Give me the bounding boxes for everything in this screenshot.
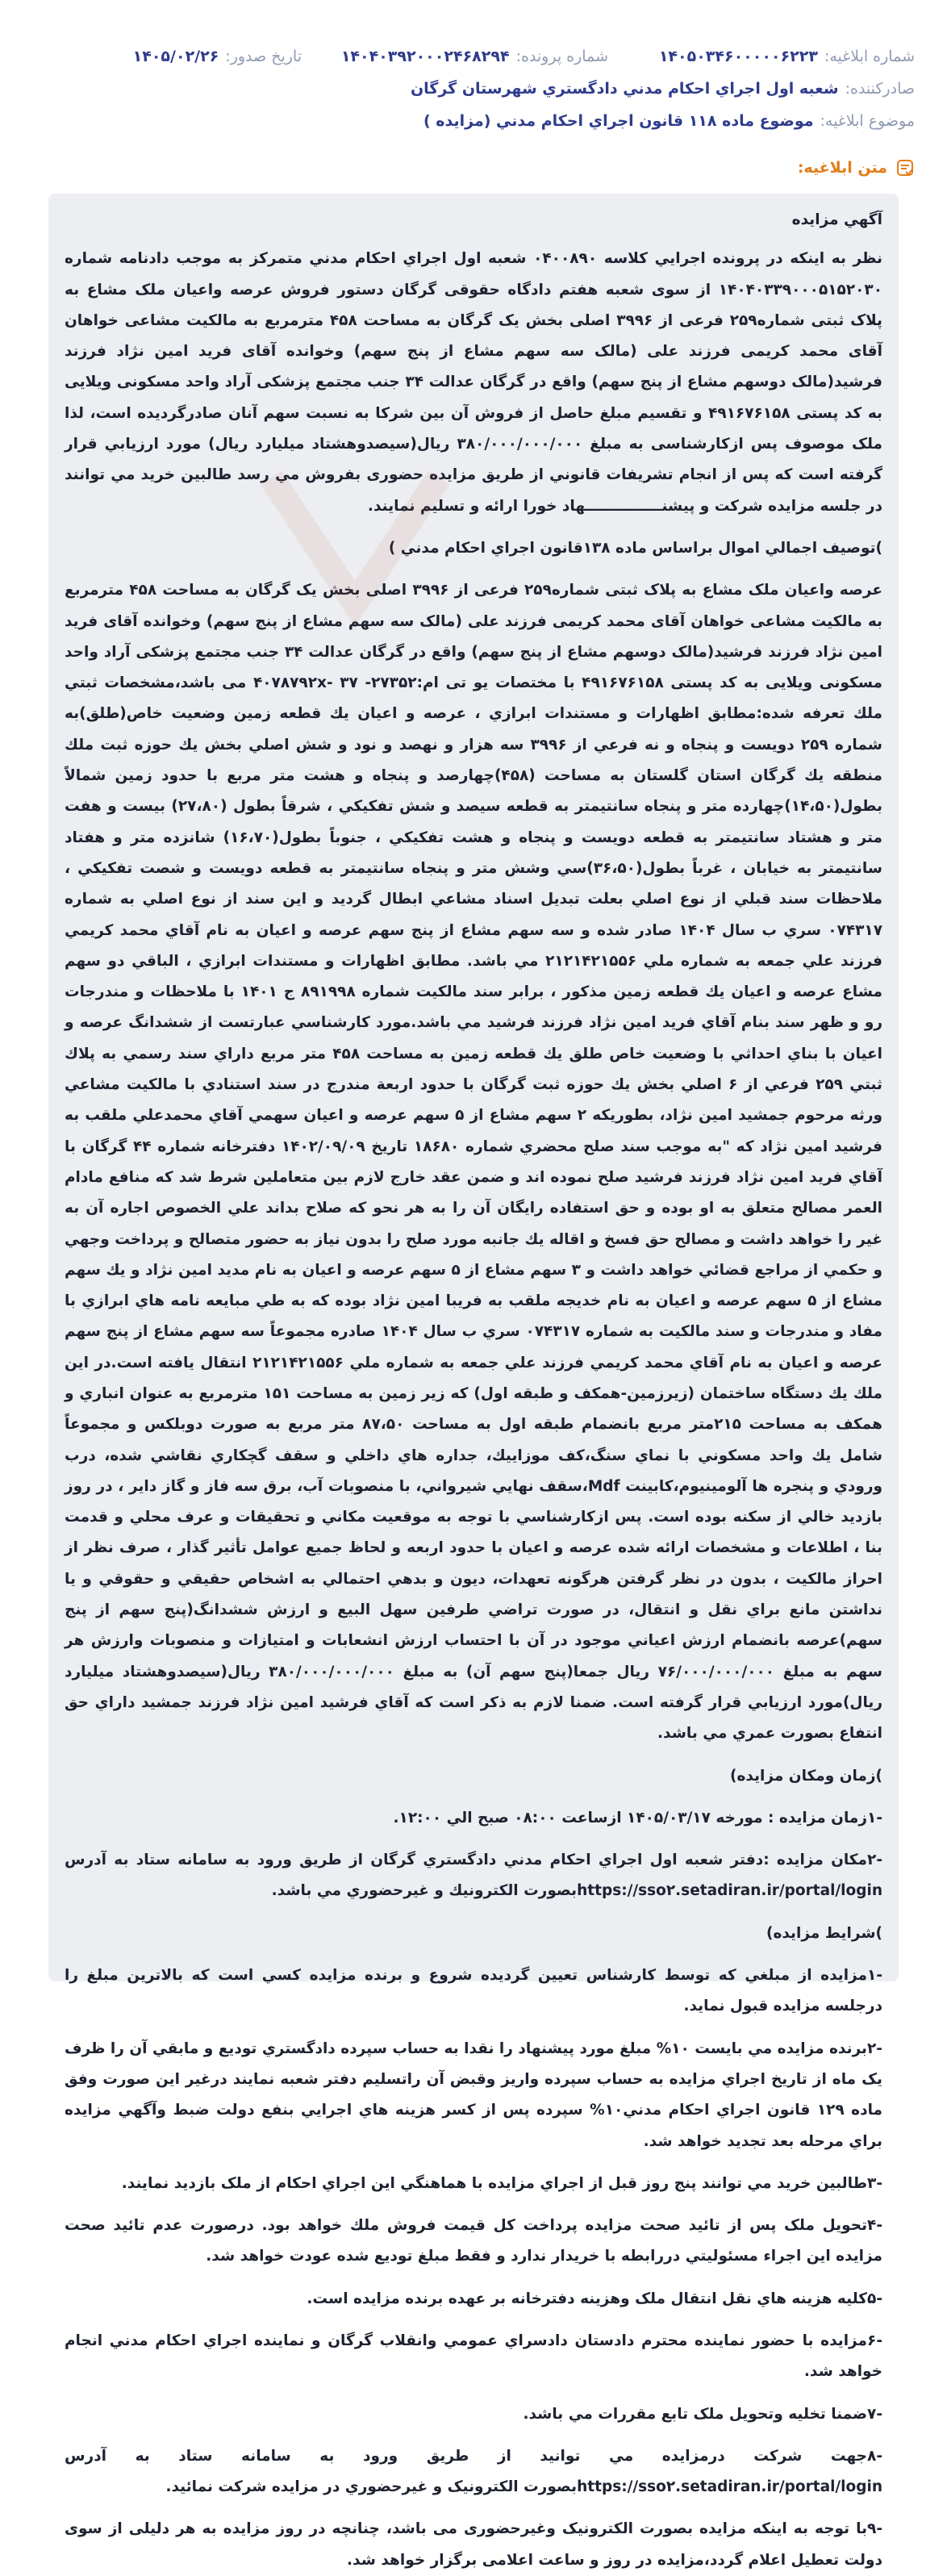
subject-row: موضوع ابلاغيه: موضوع ماده ۱۱۸ قانون اجراي احكام مدني (مزايده ) <box>423 112 915 130</box>
section-heading-time-place: )زمان ومكان مزايده) <box>730 1767 882 1785</box>
condition-item: -۹با توجه به اینكه مزایده بصورت الكترونیک وغیرحضوری می باشد، چنانچه در روز مزایده به هر دلیلی از سوی دولت تعطیل اعلام گردد،مزایده در روز و ساعت اعلامی برگزار خواهد شد. <box>65 2520 882 2569</box>
document-icon <box>895 158 915 177</box>
place-item: -۲مكان مزايده :دفتر شعبه اول اجراي احكام مدني دادگستري گرگان از طريق ورود به سامانه ستاد به آدرس https://sso۲.setadiran.ir/portal/loginبصورت الكترونيك و غيرحضوري مي باشد. <box>65 1852 882 1900</box>
condition-item: -۴تحويل ملک پس از تائيد صحت مزايده پرداخت كل قيمت فروش ملك خواهد بود. درصورت عدم تائيد صحت مزايده اين اجراء مسئوليتي دررابطه با خريدار ندارد و فقط مبلغ توديع شده عودت خواهد شد. <box>65 2217 882 2265</box>
description-paragraph: عرصه واعیان ملک مشاع به پلاک ثبتی شماره۲۵۹ فرعی از ۳۹۹۶ اصلی بخش یک گرگان به مساحت ۴۵۸ مترمربع به مالکیت مشاعی خواهان آقای محمد کریمی فرزند علی (مالک سه سهم مشاع از پنج سهم) وخوانده آقای فرید امین نژاد فرزند فرشید(مالک دوسهم مشاع از پنج سهم) واقع در گرگان عدالت ۳۴ جنب مجتمع پزشکی آراد واحد مسکونی ويلايی به کد پستی ۴۹۱۶۷۶۱۵۸ با مختصات یو تی ام:۲۷۳۵۲- ۴۰۷۸۷۹۲x- ۳۷ می باشد،مشخصات ثبتي ملك تعرفه شده:مطابق اظهارات و مستندات ابرازي ، عرصه و اعيان يك قطعه زمين وضعيت خاص(طلق)به شماره ۲۵۹ دويست و پنجاه و نه فرعي از ۳۹۹۶ سه هزار و نهصد و نود و شش اصلي بخش يك حوزه ثبت ملك منطقه يك گرگان استان گلستان به مساحت (۴۵۸)چهارصد و پنجاه و هشت متر مربع با حدود زمين شمالاً بطول(۱۴،۵۰)چهارده متر و پنجاه سانتيمتر به قطعه سيصد و شش تفكيكي ، شرقاً بطول (۲۷،۸۰) بيست و هفت متر و هشتاد سانتيمتر به قطعه دويست و پنجاه و هشت تفكيكي ، جنوباً بطول(۱۶،۷۰) شانزده متر و هفتاد سانتيمتر به خيابان ، غرباً بطول(۳۶،۵۰)سي وشش متر و پنجاه سانتيمتر به قطعه دويست و شصت تفكيكي ، ملاحظات سند قبلي از نوع اصلي بعلت تبديل اسناد مشاعي ابطال گرديد و اين سند از نوع اصلي به شماره ۰۷۴۳۱۷ سري ب سال ۱۴۰۴ صادر شده و سه سهم مشاع از پنج سهم عرصه و اعيان به نام آقاي محمد كريمي فرزند علي جمعه به شماره ملي ۲۱۲۱۴۲۱۵۵۶ مي باشد. مطابق اظهارات و مستندات ابرازي ، الباقي دو سهم مشاع عرصه و اعيان يك قطعه زمين مذكور ، برابر سند مالكيت شماره ۸۹۱۹۹۸ ج ۱۴۰۱ با ملاحظات و مندرجات رو و ظهر سند بنام آقاي فريد امين نژاد فرزند فرشيد مي باشد.مورد كارشناسي عبارتست از ششدانگ عرصه و اعيان با بناي احداثي با وضعيت خاص طلق يك قطعه زمين به مساحت ۴۵۸ متر مربع داراي سند رسمي به پلاك ثبتي ۲۵۹ فرعي از ۶ اصلي بخش يك حوزه ثبت گرگان با حدود اربعة مندرج در سند استنادي با مالكيت مشاعي ورثه مرحوم جمشيد امين نژاد، بطوريكه ۲ سهم مشاع از ۵ سهم عرصه و اعيان سهمي آقاي محمدعلي ملقب به فرشيد امين نژاد كه "به موجب سند صلح محضري شماره ۱۸۶۸۰ تاريخ ۱۴۰۲/۰۹/۰۹ دفترخانه شماره ۴۴ گرگان با آقاي فريد امين نژاد فرزند فرشيد صلح نموده اند و ضمن عقد خارج لازم بين متعاملين شرط شد كه منافع مادام العمر مصالح متعلق به او بوده و حق استفاده رايگان آن را به هر نحو كه صلاح بداند علي الخصوص اجاره آن به غير را خواهد داشت و مصالح حق فسخ و اقاله يك جانبه مورد صلح را بدون نياز به حضور متصالح و پرداخت وجهي و حكمي از مراجع قضائي خواهد داشت و ۳ سهم مشاع از ۵ سهم عرصه و اعيان به نام مديد امين نژاد و يك سهم مشاع از ۵ سهم عرصه و اعيان به نام خديجه ملقب به فريبا امين نژاد بوده كه به طي مبايعه نامه هاي ابرازي با مفاد و مندرجات و سند مالكيت به شماره ۰۷۴۳۱۷ سري ب سال ۱۴۰۴ صادره مجموعاً سه سهم مشاع از پنج سهم عرصه و اعيان به نام آقاي محمد كريمي فرزند علي جمعه به شماره ملي ۲۱۲۱۴۲۱۵۵۶ انتقال يافته است.در اين ملك يك دستگاه ساختمان (زيرزمين-همكف و طبقه اول) كه زير زمين به مساحت ۱۵۱ مترمربع به عنوان انباري و همكف به مساحت ۲۱۵متر مربع بانضمام طبقه اول به مساحت ۸۷،۵۰ متر مربع به صورت دوبلكس و مجموعاً شامل يك واحد مسكوني با نماي سنگ،كف موزاييك، جداره هاي داخلي و سقف گچكاري نقاشي شده، درب ورودي و پنجره ها آلومينيوم،كابينت Mdf،سقف نهايي شيرواني، با منصوبات آب، برق سه فاز و گاز داير ، در روز بازديد خالي از سكنه بوده است. پس ازكارشناسي با توجه به موقعيت مكاني و تحقيقات و عرف محلي و قدمت بنا ، اطلاعات و مشخصات ارائه شده عرصه و اعيان با حدود اربعه و لحاظ جميع عوامل تأثير گذار ، صرف نظر از احراز مالكيت ، بدون در نظر گرفتن هرگونه تعهدات، ديون و بدهي احتمالي به اشخاص حقيقي و حقوقي و يا نداشتن مانع براي نقل و انتقال، در صورت تراضي طرفين سهل البيع و ارزش ششدانگ(پنج سهم از پنج سهم)عرصه بانضمام ارزش اعياني موجود در آن با احتساب ارزش انشعابات و امتيازات و منصوبات وارزش هر سهم به مبلغ ۷۶/۰۰۰/۰۰۰/۰۰۰ ريال جمعا(پنج سهم آن) به مبلغ ۳۸۰/۰۰۰/۰۰۰/۰۰۰ ريال(سيصدوهشتاد ميليارد ريال)مورد ارزيابي قرار گرفته است. ضمنا لازم به ذكر است كه آقاي فرشيد امين نژاد فرزند جمشيد داراي حق انتفاع بصورت عمري مي باشد. <box>65 582 883 1743</box>
condition-item: -۱مزايده از مبلغي كه توسط كارشناس تعيين گرديده شروع و برنده مزايده كسي است كه بالاترين مبلغ را درجلسه مزايده قبول نمايد. <box>65 1967 882 2015</box>
notice-header <box>32 40 915 137</box>
section-heading-conditions: )شرايط مزايده) <box>766 1924 882 1942</box>
condition-item: -۶مزايده با حضور نماينده محترم دادستان دادسراي عمومي وانقلاب گرگان و نماينده اجراي احكام مدني انجام خواهد شد. <box>65 2332 882 2381</box>
notice-title: آگهي مزايده <box>791 211 882 228</box>
issuer-row: صادرکننده: شعبه اول اجراي احكام مدني دادگستري شهرستان گرگان <box>410 80 915 98</box>
condition-item: -۵كليه هزينه هاي نقل انتقال ملک وهزينه دفترخانه بر عهده برنده مزايده است. <box>307 2290 882 2307</box>
case-number-value: ۱۴۰۴۰۳۹۲۰۰۰۲۴۶۸۲۹۴ <box>340 48 510 65</box>
subject-value: موضوع ماده ۱۱۸ قانون اجراي احكام مدني (مزايده ) <box>423 112 814 130</box>
notice-text-heading: متن ابلاغيه: <box>798 158 915 177</box>
notice-number-value: ۱۴۰۵۰۳۴۶۰۰۰۰۰۶۲۲۳ <box>658 48 818 65</box>
issue-date: تاريخ صدور: ۱۴۰۵/۰۲/۲۶ <box>132 48 302 65</box>
intro-paragraph: نظر به اينكه در پرونده اجرايي كلاسه ۰۴۰۰۸۹۰ شعبه اول اجراي احكام مدني متمركز به موجب دادنامه شماره ۱۴۰۴۰۳۳۹۰۰۰۵۱۵۲۰۳۰ از سوی شعبه هفتم دادگاه حقوقی گرگان دستور فروش عرصه واعیان ملک مشاع به پلاک ثبتی شماره۲۵۹ فرعی از ۳۹۹۶ اصلی بخش یک گرگان به مساحت ۴۵۸ مترمربع به مالکیت مشاعی خواهان آقای محمد کریمی فرزند علی (مالک سه سهم مشاع از پنج سهم) وخوانده آقای فرید امین نژاد فرزند فرشید(مالک دوسهم مشاع از پنج سهم) واقع در گرگان عدالت ۳۴ جنب مجتمع پزشکی آراد واحد مسکونی ويلايی به کد پستی ۴۹۱۶۷۶۱۵۸ و تقسیم مبلغ حاصل از فروش آن بین شرکا به نسبت سهم آنان صادرگردیده است، لذا ملک موصوف پس ازکارشناسی به مبلغ ۳۸۰/۰۰۰/۰۰۰/۰۰۰ ريال(سیصدوهشتاد میلیارد ريال) مورد ارزيابي قرار گرفته است كه پس از انجام تشريفات قانوني از طريق مزايده حضوری بفروش مي رسد طالبين خريد مي توانند در جلسه مزايده شركت و پيشنـــــــــــــــهاد خورا ارائه و تسليم نمايند. <box>65 250 883 515</box>
condition-item: -۷ضمنا تخليه وتحويل ملک تابع مقررات مي باشد. <box>523 2405 882 2423</box>
notice-number: شماره ابلاغيه: ۱۴۰۵۰۳۴۶۰۰۰۰۰۶۲۲۳ <box>658 48 915 65</box>
issuer-value: شعبه اول اجراي احكام مدني دادگستري شهرستان گرگان <box>410 80 839 98</box>
issue-date-value: ۱۴۰۵/۰۲/۲۶ <box>132 48 219 65</box>
section-heading-description: )توصيف اجمالي اموال براساس ماده ۱۳۸قانون اجراي احكام مدني ) <box>388 539 882 557</box>
header-meta-row <box>32 40 915 73</box>
notice-body <box>48 194 899 2569</box>
time-item: -۱زمان مزايده : مورخه ۱۴۰۵/۰۳/۱۷ ازساعت ۰۸:۰۰ صبح الي ۱۲:۰۰. <box>393 1809 882 1827</box>
condition-item: -۲برنده مزايده مي بايست ۱۰% مبلغ مورد پيشنهاد را نقدا به حساب سپرده دادگستري توديع و مابقي آن را ظرف يک ماه از تاريخ اجراي مزايده به حساب سپرده واريز وقبض آن راتسليم دفتر شعبه نمايند درغير اين صورت وفق ماده ۱۲۹ قانون اجراي احكام مدني۱۰% سپرده پس از كسر هزينه هاي اجرايي بنفع دولت ضبط وآگهي مزايده براي مرحله بعد تجديد خواهد شد. <box>65 2040 882 2150</box>
case-number: شماره پرونده: ۱۴۰۴۰۳۹۲۰۰۰۲۴۶۸۲۹۴ <box>340 48 608 65</box>
condition-item: -۳طالبين خريد مي توانند پنج روز قبل از اجراي مزايده با هماهنگي اين اجراي احكام از ملک بازديد نمايند. <box>121 2174 882 2192</box>
condition-item: -۸جهت شرکت درمزايده مي توانيد از طريق ورود به سامانه ستاد به آدرس https://sso۲.setadiran.ir/portal/loginبصورت الكترونيک و غيرحضوري در مزايده شركت نمائيد. <box>65 2447 882 2496</box>
